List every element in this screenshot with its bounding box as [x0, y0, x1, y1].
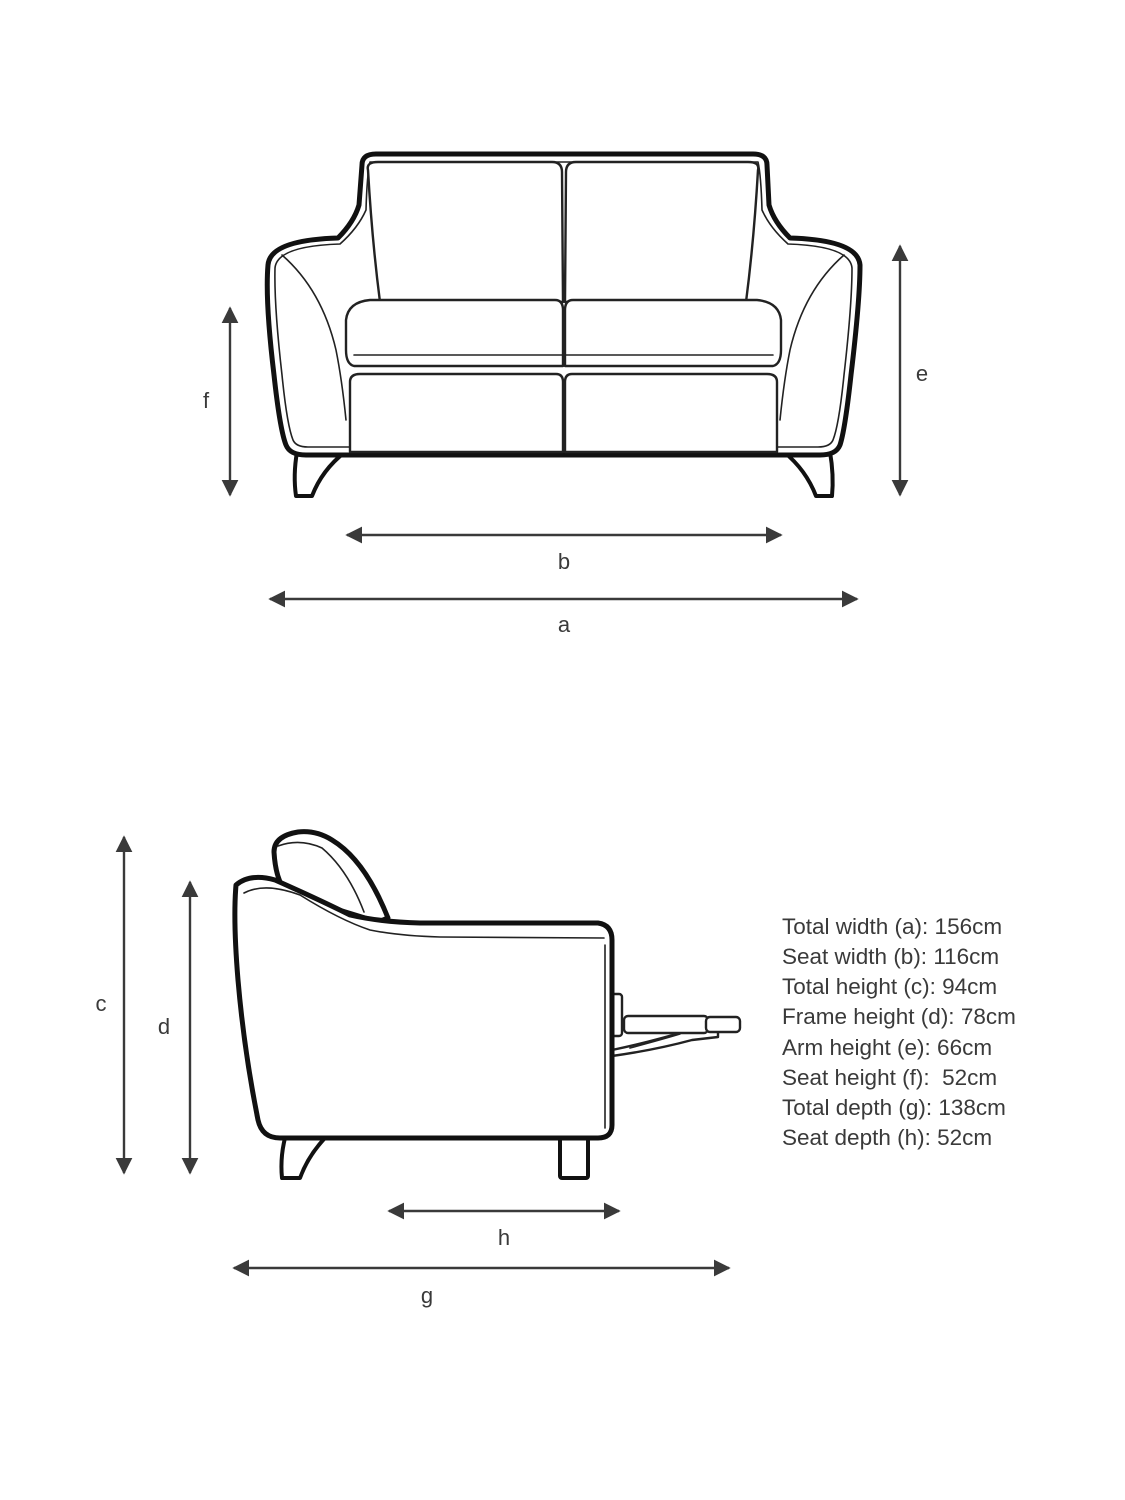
dimension-label-e: e [915, 361, 929, 386]
dimension-label-d: d [157, 1014, 171, 1039]
spec-total-width: Total width (a): 156cm [782, 914, 1003, 939]
side-view [235, 832, 740, 1178]
spec-seat-depth: Seat depth (h): 52cm [782, 1125, 993, 1150]
dimension-label-a: a [557, 612, 571, 637]
front-right-leg [784, 452, 833, 496]
side-front-leg [281, 1138, 325, 1178]
footrest-end-pad [706, 1017, 740, 1032]
spec-arm-height: Arm height (e): 66cm [782, 1035, 993, 1060]
front-back-cushion-right [565, 162, 758, 302]
footrest-pad [624, 1016, 708, 1033]
spec-total-height: Total height (c): 94cm [782, 974, 998, 999]
front-seat-cushion-left [346, 300, 563, 366]
dimension-label-b: b [557, 549, 571, 574]
side-back-leg [560, 1138, 588, 1178]
dimension-label-h: h [497, 1225, 511, 1250]
front-seat-cushion-right [565, 300, 781, 366]
spec-list [782, 914, 1016, 1150]
spec-total-depth: Total depth (g): 138cm [782, 1095, 1006, 1120]
front-base-panel-left [350, 374, 563, 452]
front-view [267, 154, 860, 496]
dimension-label-c: c [95, 991, 107, 1016]
spec-seat-width: Seat width (b): 116cm [782, 944, 1000, 969]
side-sofa-outline [235, 877, 612, 1138]
dimension-label-f: f [202, 388, 210, 413]
front-base-panel-right [565, 374, 777, 452]
front-back-cushion-left [368, 162, 563, 302]
spec-seat-height: Seat height (f): 52cm [782, 1065, 998, 1090]
front-left-leg [295, 452, 345, 496]
spec-frame-height: Frame height (d): 78cm [782, 1004, 1016, 1029]
dimension-label-g: g [420, 1283, 434, 1308]
